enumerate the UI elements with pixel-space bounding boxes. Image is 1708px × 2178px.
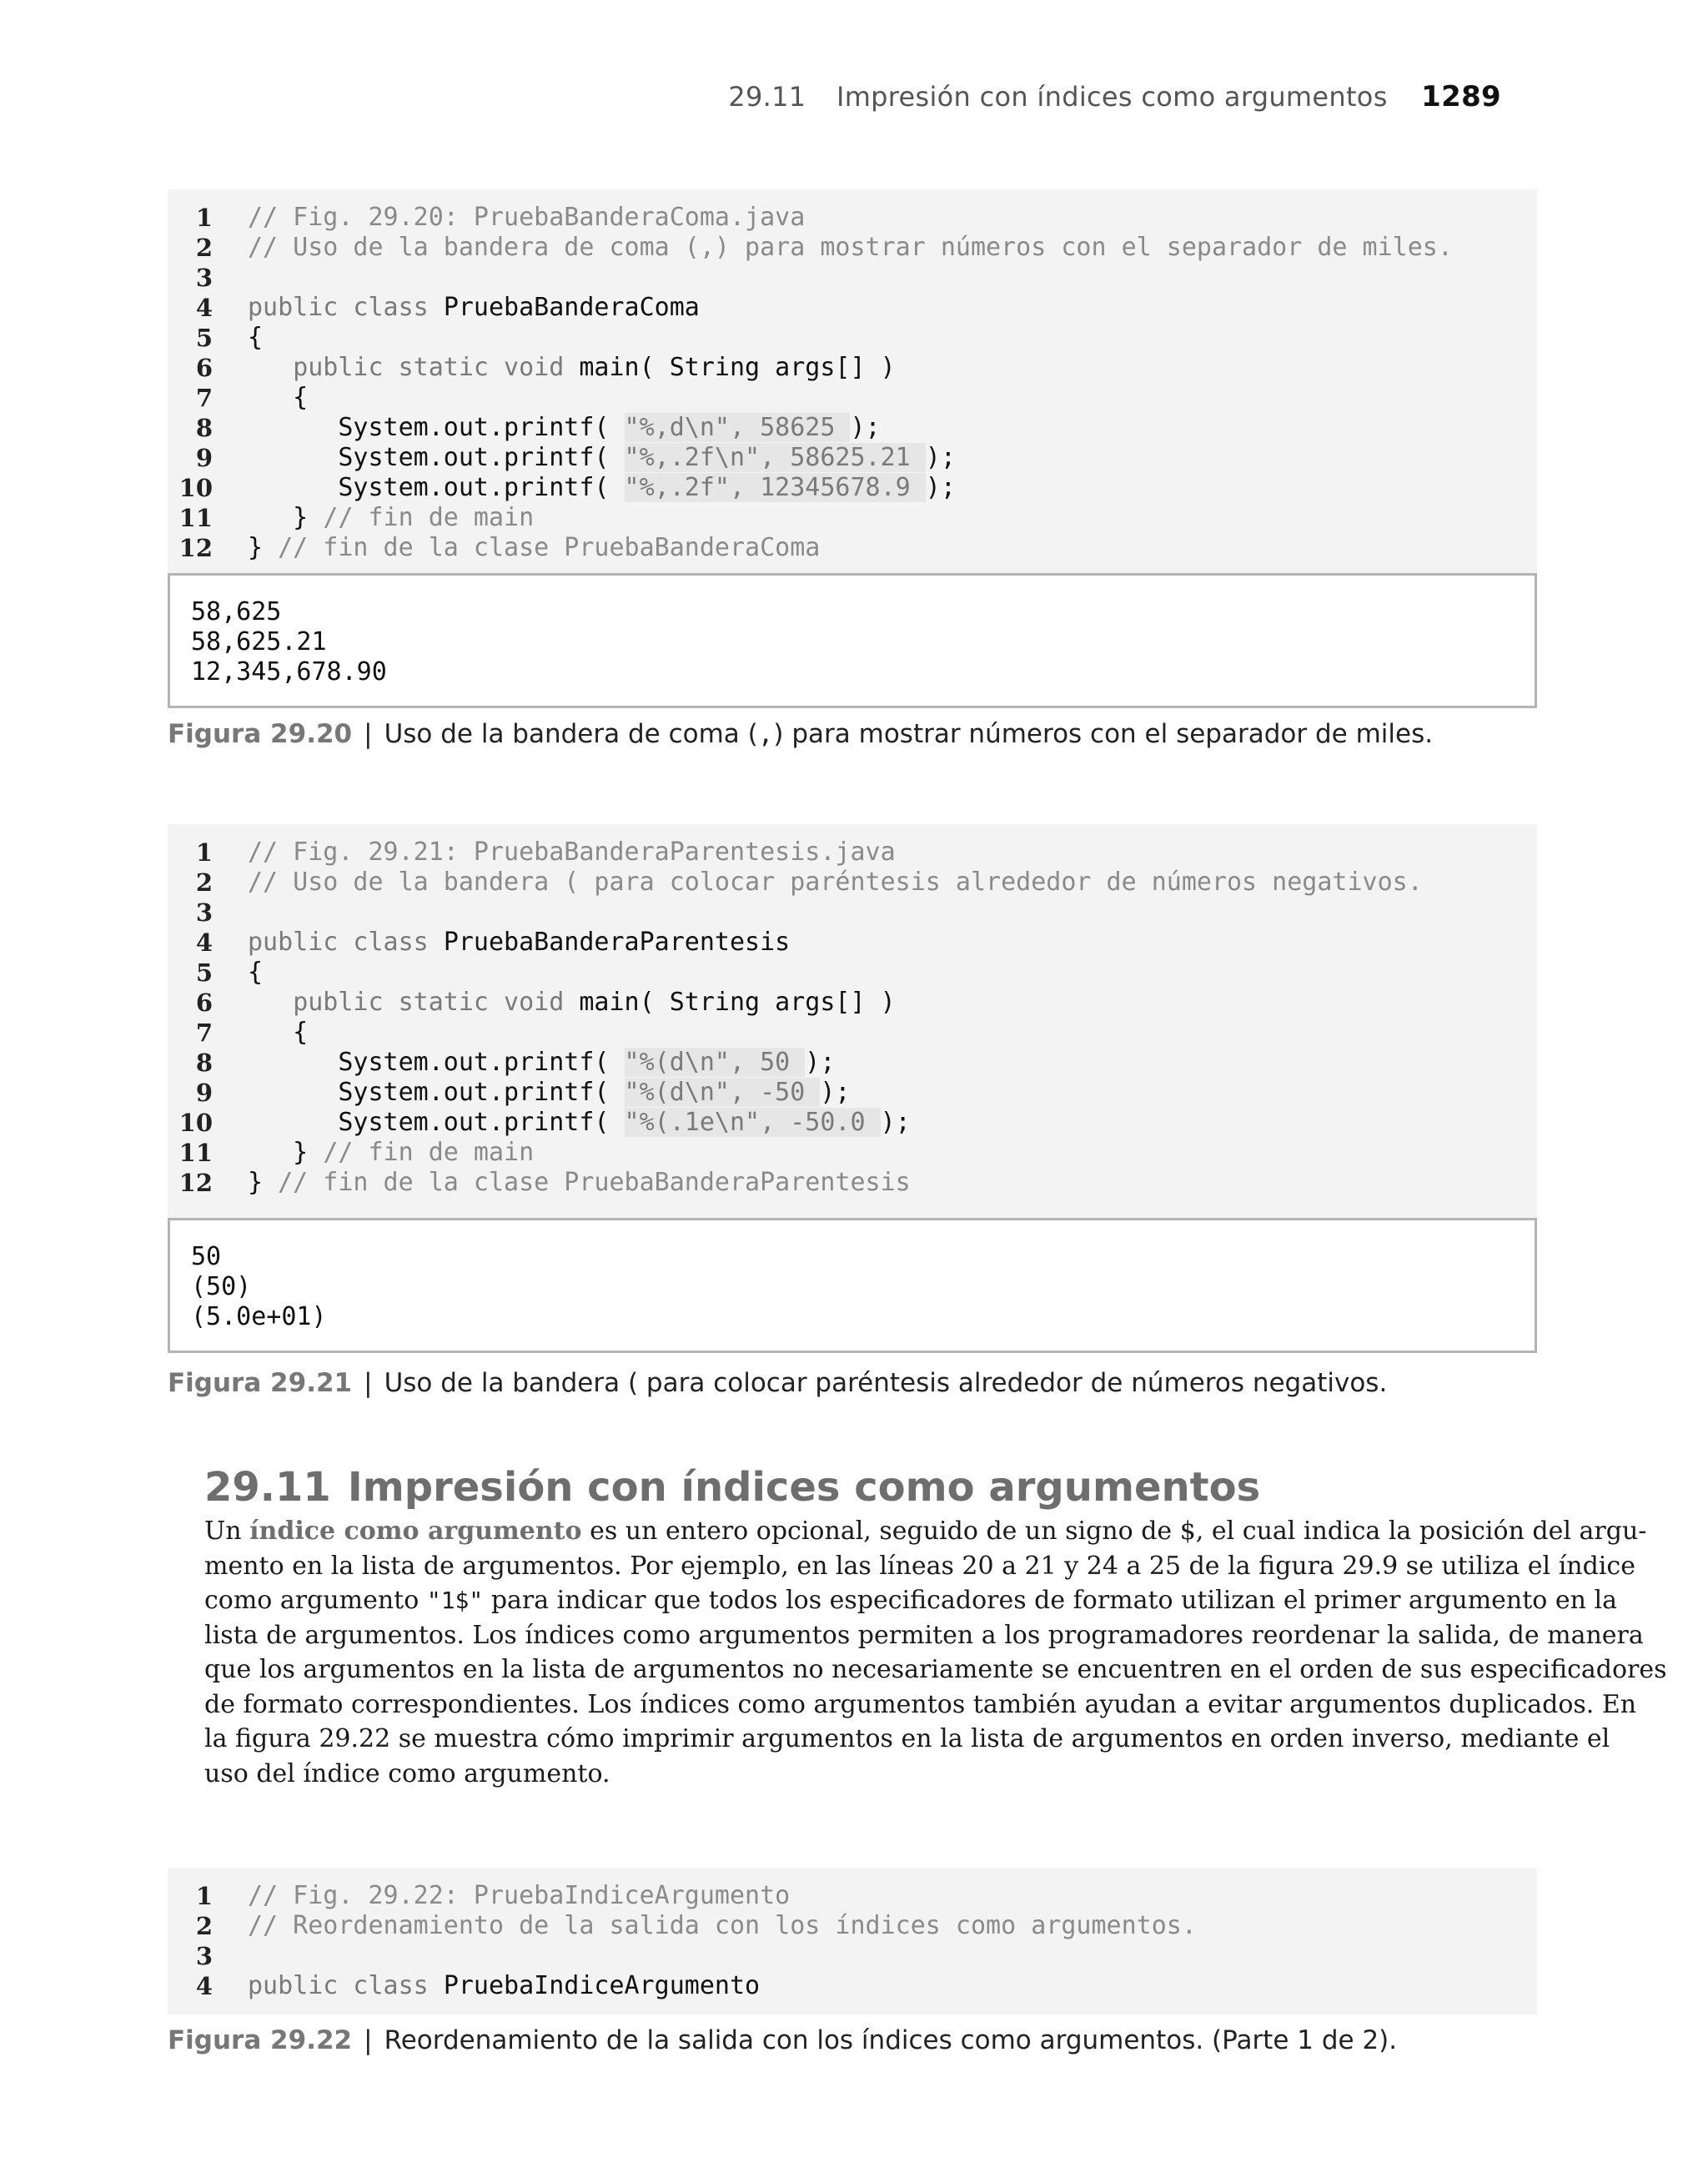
code-text — [248, 353, 896, 383]
code-line — [168, 1941, 1537, 1971]
line-number: 3 — [195, 898, 213, 927]
caption-text: Reordenamiento de la salida con los índices como argumentos. (Parte 1 de 2). — [384, 2025, 1398, 2055]
code-text — [248, 868, 1423, 898]
code-listing-fig-29-21 — [168, 824, 1537, 1218]
code-token: } — [248, 503, 324, 532]
code-token: ); — [880, 1108, 911, 1137]
figure-caption-29-20 — [168, 719, 1433, 749]
code-token: System.out.printf( — [248, 473, 625, 502]
line-number: 4 — [195, 928, 213, 957]
line-number: 6 — [195, 354, 213, 382]
line-number: 9 — [195, 444, 213, 472]
paragraph-line — [204, 1757, 1500, 1792]
code-line — [168, 383, 1537, 413]
code-text — [248, 443, 956, 473]
paragraph-text: uso del índice como argumento. — [204, 1758, 610, 1788]
section-heading-title: Impresión con índices como argumentos — [347, 1464, 1261, 1511]
caption-figure-number: Figura 29.22 — [168, 2025, 353, 2055]
code-text — [248, 293, 700, 323]
code-token: ); — [805, 1048, 836, 1077]
line-number: 6 — [195, 988, 213, 1017]
code-literal: "%,.2f", 12345678.9 — [624, 473, 926, 502]
code-line — [168, 1048, 1537, 1078]
code-line — [168, 443, 1537, 473]
section-heading — [204, 1464, 1260, 1511]
code-token: System.out.printf( — [248, 443, 625, 472]
code-comment: // Fig. 29.21: PruebaBanderaParentesis.java — [248, 837, 896, 867]
caption-text: Uso de la bandera ( para colocar paréntesis alrededor de números negativos. — [384, 1368, 1388, 1398]
inline-code: "1$" — [426, 1587, 484, 1614]
paragraph-text: la figura 29.22 se muestra cómo imprimir argumentos en la lista de argumentos en orden inverso, mediante el — [204, 1724, 1610, 1753]
caption-separator: | — [364, 1368, 373, 1398]
code-text — [248, 928, 790, 958]
code-line — [168, 233, 1537, 263]
paragraph-line — [204, 1652, 1667, 1688]
paragraph-line — [204, 1688, 1637, 1723]
figure-caption-29-21 — [168, 1368, 1387, 1398]
code-token — [248, 988, 293, 1017]
figure-caption-29-22 — [168, 2025, 1397, 2055]
running-header — [728, 80, 1501, 113]
line-number: 2 — [195, 234, 213, 262]
code-text — [248, 533, 820, 563]
caption-figure-number: Figura 29.21 — [168, 1368, 353, 1398]
line-number: 11 — [178, 504, 213, 532]
paragraph-line — [204, 1583, 1617, 1618]
paragraph-text: lista de argumentos. Los índices como argumentos permiten a los programadores reordenar la salida, de manera — [204, 1620, 1644, 1650]
code-token: { — [248, 383, 309, 412]
code-keyword: public class — [248, 1971, 444, 2000]
code-keyword: public static void — [293, 353, 580, 382]
code-token: System.out.printf( — [248, 1048, 625, 1077]
code-comment: // fin de main — [323, 1138, 535, 1167]
line-number: 7 — [195, 1019, 213, 1047]
code-literal: "%(.1e\n", -50.0 — [624, 1108, 881, 1137]
code-comment: // Reordenamiento de la salida con los índices como argumentos. — [248, 1911, 1197, 1940]
line-number: 1 — [195, 838, 213, 867]
code-line — [168, 473, 1537, 503]
output-line: 12,345,678.90 — [191, 657, 387, 687]
code-line — [168, 898, 1537, 928]
code-token: PruebaBanderaParentesis — [443, 928, 791, 957]
code-comment: // Fig. 29.20: PruebaBanderaComa.java — [248, 203, 806, 232]
page-number: 1289 — [1421, 80, 1501, 113]
code-listing-fig-29-22 — [168, 1868, 1537, 2015]
output-line: (50) — [191, 1272, 252, 1301]
code-literal: "%,d\n", 58625 — [624, 413, 851, 442]
code-token: ); — [850, 413, 881, 442]
line-number: 8 — [195, 414, 213, 442]
paragraph-line — [204, 1722, 1610, 1757]
line-number: 5 — [195, 324, 213, 352]
code-line — [168, 323, 1537, 353]
code-line — [168, 413, 1537, 443]
line-number: 10 — [178, 474, 213, 502]
code-comment: // Uso de la bandera de coma (,) para mostrar números con el separador de miles. — [248, 233, 1453, 262]
caption-figure-number: Figura 29.20 — [168, 719, 353, 749]
code-comment: // fin de la clase PruebaBanderaParentesis — [278, 1168, 911, 1197]
caption-text: ) para mostrar números con el separador de miles. — [773, 719, 1434, 749]
caption-separator: | — [364, 719, 373, 749]
section-heading-number: 29.11 — [204, 1464, 331, 1511]
output-line: 50 — [191, 1242, 222, 1271]
code-text — [248, 1138, 534, 1168]
code-keyword: public class — [248, 293, 444, 322]
code-line — [168, 1138, 1537, 1168]
line-number: 10 — [178, 1109, 213, 1137]
paragraph-line — [204, 1514, 1647, 1549]
code-line — [168, 1078, 1537, 1108]
code-token: } — [248, 1138, 324, 1167]
code-token: ); — [925, 473, 956, 502]
paragraph-text: de formato correspondientes. Los índices como argumentos también ayudan a evitar argumentos duplicados. En — [204, 1689, 1637, 1719]
code-listing-fig-29-20 — [168, 189, 1537, 573]
code-line — [168, 1971, 1537, 2001]
line-number: 3 — [195, 1942, 213, 1970]
output-line: 58,625.21 — [191, 627, 327, 656]
code-token: { — [248, 1018, 309, 1047]
paragraph-text: para indicar que todos los especificadores de formato utilizan el primer argumento en la — [483, 1586, 1617, 1615]
line-number: 5 — [195, 958, 213, 987]
code-line — [168, 1881, 1537, 1911]
code-line — [168, 533, 1537, 563]
code-keyword: public static void — [293, 988, 580, 1017]
code-text — [248, 1971, 760, 2001]
code-text — [248, 1078, 850, 1108]
paragraph-line — [204, 1549, 1635, 1584]
defined-term: índice como argumento — [249, 1517, 582, 1546]
caption-text: , — [757, 719, 774, 749]
paragraph-text: como argumento — [204, 1586, 427, 1615]
code-text — [248, 837, 896, 868]
code-literal: "%,.2f\n", 58625.21 — [624, 443, 926, 472]
code-token: System.out.printf( — [248, 1078, 625, 1107]
code-line — [168, 503, 1537, 533]
code-text — [248, 1048, 835, 1078]
line-number: 11 — [178, 1139, 213, 1167]
line-number: 3 — [195, 264, 213, 292]
code-token — [248, 353, 293, 382]
code-token: } — [248, 1168, 279, 1197]
code-token: } — [248, 533, 279, 562]
code-line — [168, 293, 1537, 323]
caption-text: Uso de la bandera de coma ( — [384, 719, 758, 749]
code-text — [248, 503, 534, 533]
code-token: main( String args[] ) — [579, 353, 896, 382]
line-number: 2 — [195, 1912, 213, 1940]
code-token: System.out.printf( — [248, 1108, 625, 1137]
line-number: 4 — [195, 1972, 213, 2000]
code-text — [248, 1108, 911, 1138]
code-literal: "%(d\n", -50 — [624, 1078, 821, 1107]
code-line — [168, 203, 1537, 233]
header-section-title: Impresión con índices como argumentos — [836, 81, 1388, 113]
code-comment: // fin de la clase PruebaBanderaComa — [278, 533, 821, 562]
output-box-fig-29-21 — [168, 1218, 1537, 1353]
line-number: 2 — [195, 868, 213, 897]
code-line — [168, 263, 1537, 293]
paragraph-text: es un entero opcional, seguido de un signo de $, el cual indica la posición del argu- — [581, 1517, 1647, 1546]
code-line — [168, 958, 1537, 988]
paragraph-text: mento en la lista de argumentos. Por ejemplo, en las líneas 20 a 21 y 24 a 25 de la figura 29.9 se utiliza el índice — [204, 1551, 1635, 1581]
line-number: 12 — [178, 1169, 213, 1197]
code-token: ); — [820, 1078, 851, 1107]
output-box-fig-29-20 — [168, 573, 1537, 708]
code-text — [248, 233, 1453, 263]
code-token: System.out.printf( — [248, 413, 625, 442]
code-keyword: public class — [248, 928, 444, 957]
code-token: PruebaBanderaComa — [443, 293, 700, 322]
paragraph-text: que los argumentos en la lista de argumentos no necesariamente se encuentren en el orden de sus especificadores — [204, 1655, 1667, 1684]
code-comment: // Uso de la bandera ( para colocar paréntesis alrededor de números negativos. — [248, 868, 1423, 897]
code-text — [248, 383, 308, 413]
code-token: { — [248, 323, 264, 352]
line-number: 9 — [195, 1079, 213, 1107]
code-token: main( String args[] ) — [579, 988, 896, 1017]
code-line — [168, 1168, 1537, 1198]
line-number: 12 — [178, 534, 213, 562]
code-token: { — [248, 958, 264, 987]
code-line — [168, 1108, 1537, 1138]
output-line: (5.0e+01) — [191, 1302, 327, 1331]
paragraph-line — [204, 1618, 1644, 1653]
caption-separator: | — [364, 2025, 373, 2055]
code-line — [168, 928, 1537, 958]
code-line — [168, 1018, 1537, 1048]
code-line — [168, 837, 1537, 868]
code-text — [248, 958, 263, 988]
header-section-number: 29.11 — [728, 81, 806, 113]
output-line: 58,625 — [191, 597, 282, 626]
code-text — [248, 323, 263, 353]
code-token: ); — [925, 443, 956, 472]
code-text — [248, 473, 956, 503]
code-line — [168, 353, 1537, 383]
line-number: 1 — [195, 204, 213, 232]
code-literal: "%(d\n", 50 — [624, 1048, 806, 1077]
code-text — [248, 1168, 911, 1198]
code-line — [168, 988, 1537, 1018]
code-text — [248, 1911, 1197, 1941]
code-line — [168, 868, 1537, 898]
code-line — [168, 1911, 1537, 1941]
code-comment: // fin de main — [323, 503, 535, 532]
line-number: 8 — [195, 1049, 213, 1077]
code-text — [248, 1018, 308, 1048]
code-text — [248, 1881, 790, 1911]
code-token: PruebaIndiceArgumento — [443, 1971, 761, 2000]
code-text — [248, 413, 881, 443]
line-number: 1 — [195, 1882, 213, 1910]
code-text — [248, 203, 805, 233]
line-number: 4 — [195, 294, 213, 322]
paragraph-text: Un — [204, 1517, 250, 1546]
code-text — [248, 988, 896, 1018]
code-comment: // Fig. 29.22: PruebaIndiceArgumento — [248, 1881, 791, 1910]
line-number: 7 — [195, 384, 213, 412]
body-paragraph — [204, 1514, 1667, 1791]
